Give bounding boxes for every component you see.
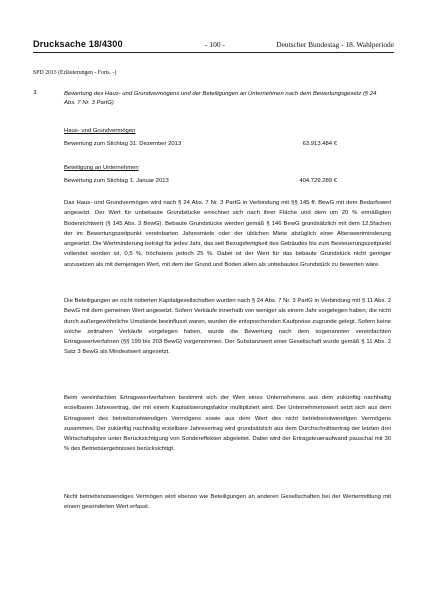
page-header [33, 39, 394, 51]
section-number: 3. [33, 90, 38, 96]
section-title: Bewertung des Haus- und Grundvermögens und der Beteiligungen an Unternehmen nach dem Bewertungsgesetz (§ 24 Abs. 7 Nr. 3 PartG) [64, 91, 377, 106]
paragraph-earnings-method: Beim vereinfachten Ertragswertverfahren bestimmt sich der Wert eines Unternehmens aus dem zukünftig nachhaltig erzielbaren Jahresertrag, der mit einem Kapitalisierungsfaktor multipliziert wird. Der Unternehmenswert setzt sich aus dem Ertragswert des betriebsnotwendigen Vermögens sowie aus dem Wert des nicht betriebsnotwendigen Vermögens zusammen. Der zukünftig nachhaltig erzielbare Jahresertrag wird grundsätzlich aus dem Durchschnittsertrag der letzten drei Wirtschaftsjahre unter Berücksichtigung von Sondereffekten abgeleitet. Dabei wird der Ertragsteueraufwand pauschal mit 30 % des Betriebsergebnisses berücksichtigt. [64, 395, 391, 453]
item-heading-real-estate: Haus- und Grundvermögen [64, 128, 136, 134]
paragraph-non-operating-assets: Nicht betriebsnotwendiges Vermögen wird ebenso wie Beteiligungen an anderen Gesellschaften bei der Wertermittlung mit einem gesonderten Wert erfasst. [64, 494, 391, 511]
document-number: Drucksache 18/4300 [33, 39, 123, 49]
paragraph-holdings-valuation: Die Beteiligungen an nicht notierten Kapitalgesellschaften wurden nach § 24 Abs. 7 Nr. 3 PartG in Verbindung mit § 11 Abs. 2 BewG mit dem gemeinen Wert angesetzt. Sofern Verkäufe innerhalb von weniger als einem Jahr vorgelegen haben, die nicht durch außergewöhnliche Umstände beeinflusst waren, wurden die entsprechenden Kaufpreise zugrunde gelegt. Sofern keine solche zeitnahen Verkäufe vorgelegen haben, wurde die Bewertung nach dem sogenannten vereinfachten Ertragswertverfahren (§§ 199 bis 203 BewG) vorgenommen. Der Substanzwert einer Gesellschaft wurde gemäß § 11 Abs. 2 Satz 3 BewG als Mindestwert angesetzt. [64, 298, 391, 356]
header-divider [33, 52, 394, 53]
page-number: - 100 - [205, 40, 225, 49]
item-label-real-estate: Bewertung zum Stichtag 31. Dezember 2013 [64, 141, 182, 147]
item-amount-holdings: 404.729.289 € [299, 178, 337, 184]
item-amount-real-estate: 63.913.484 € [302, 141, 337, 147]
item-heading-holdings: Beteiligung an Unternehmen [64, 165, 139, 171]
parliament-period: Deutscher Bundestag - 18. Wahlperiode [276, 40, 394, 49]
paragraph-real-estate-valuation: Das Haus- und Grundvermögen wird nach § 24 Abs. 7 Nr. 3 PartG in Verbindung mit §§ 145 ff. BewG mit dem Bedarfswert angesetzt. Der Wert für unbebaute Grundstücke errechnet sich nach ihrer Fläche und dem um 20 % ermäßigten Bodenrichtwert (§ 145 Abs. 3 BewG). Bebaute Grundstücke werden gemäß § 146 BewG grundsätzlich mit dem 12,5fachen der im Bewertungszeitpunkt vereinbarten Jahresmiete oder der üblichen Miete abzüglich einer Alterswertminderung angesetzt. Die Wertminderung beträgt für jedes Jahr, das seit Bezugsfertigkeit des Gebäudes bis zum Besteuerungszeitpunkt vollendet worden ist, 0,5 %, höchstens jedoch 25 %. Dabei ist der Wert für das bebaute Grundstück nicht geringer anzusetzen als mit demjenigen Wert, mit dem der Grund und Boden allein als unbebautes Grundstück zu bewerten wäre. [64, 200, 392, 268]
subheader: SPD 2013 (Erläuterungen - Forts. -) [33, 70, 117, 76]
item-label-holdings: Bewertung zum Stichtag 1. Januar 2013 [64, 178, 169, 184]
